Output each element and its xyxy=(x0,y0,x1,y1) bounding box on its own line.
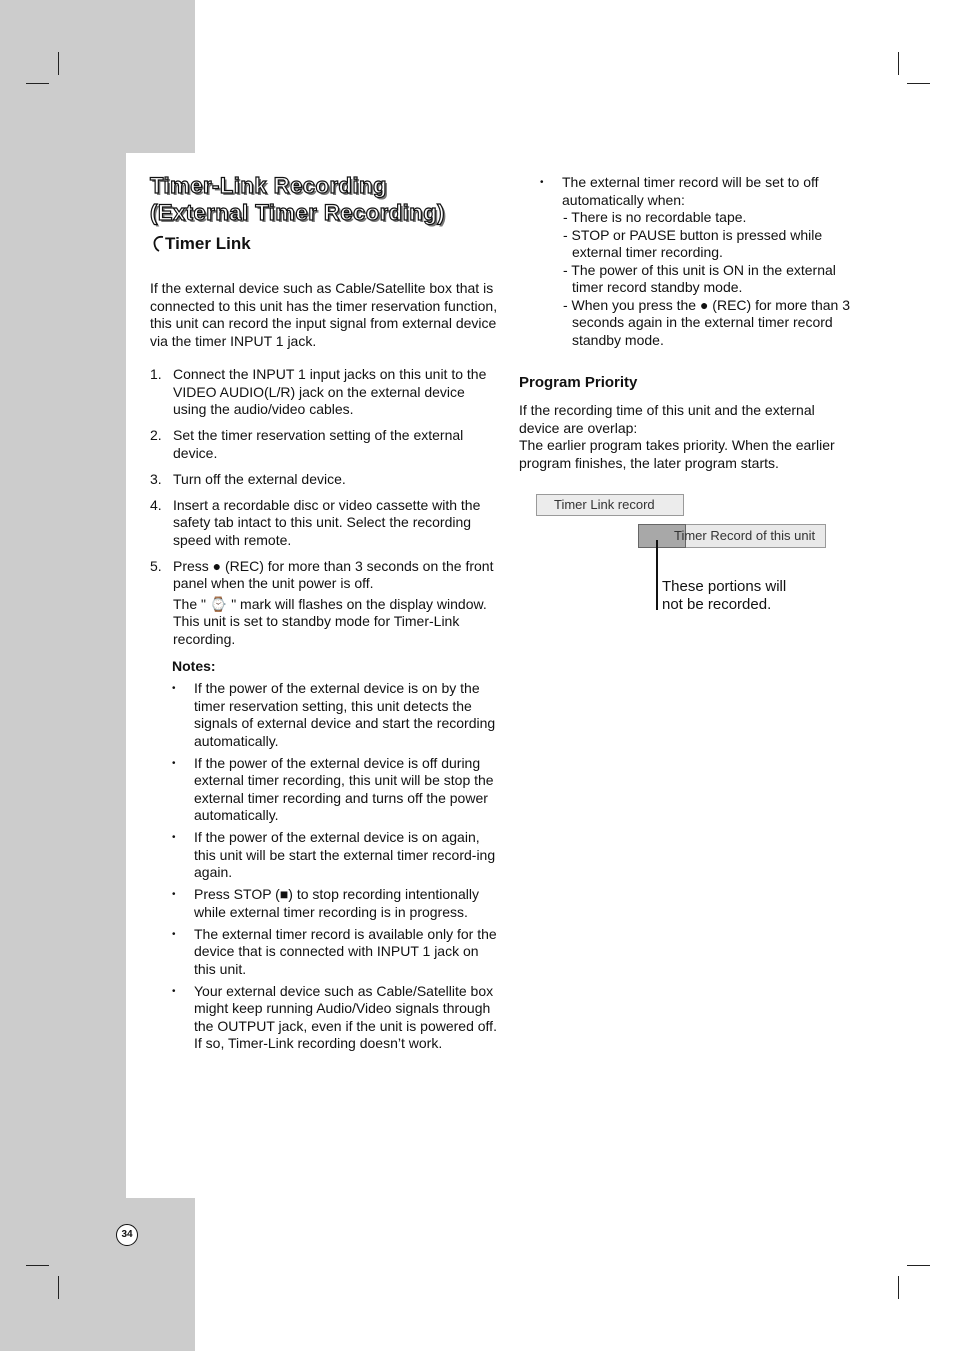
timer-record-unit-label: Timer Record of this unit xyxy=(674,528,816,543)
list-item xyxy=(540,174,860,349)
page-title xyxy=(150,172,510,226)
list-item xyxy=(150,471,498,489)
margin-band-middle xyxy=(0,153,126,1198)
bullet-icon: • xyxy=(172,928,176,940)
overlap-note xyxy=(662,578,786,613)
list-item xyxy=(150,366,498,419)
program-priority-line1: If the recording time of this unit and the external device are overlap: xyxy=(519,402,815,436)
list-item xyxy=(172,983,500,1053)
step-number: 2. xyxy=(150,427,162,443)
bullet-icon: • xyxy=(172,832,176,843)
intro-paragraph: If the external device such as Cable/Satellite box that is connected to this unit has the timer reservation function, this unit can record the input signal from external device via the timer INPUT 1 jack. xyxy=(150,280,498,349)
crop-mark xyxy=(898,52,899,75)
list-item xyxy=(172,680,500,750)
step-text: Turn off the external device. xyxy=(173,470,346,487)
page-title-line1: Timer-Link Recording xyxy=(150,173,387,198)
list-item xyxy=(172,829,500,882)
program-priority-heading: Program Priority xyxy=(519,374,638,391)
list-item xyxy=(150,497,498,550)
bullet-icon: • xyxy=(172,757,176,769)
step-number: 4. xyxy=(150,496,162,513)
page-number: 34 xyxy=(116,1224,138,1246)
step-subtext: The " ⌚ " mark will flashes on the display window. This unit is set to standby mode for Timer-Link recording. xyxy=(173,595,487,647)
list-item xyxy=(172,886,500,921)
crop-mark xyxy=(898,1276,899,1299)
crop-mark xyxy=(907,1265,930,1266)
note-text: Press STOP (■) to stop recording intentionally while external timer recording is in progress. xyxy=(194,886,479,920)
steps-list xyxy=(150,366,498,657)
step-number: 3. xyxy=(150,470,162,487)
bullet-icon: • xyxy=(172,683,176,694)
timer-link-record-bar: Timer Link record xyxy=(536,494,684,516)
list-item xyxy=(150,427,498,462)
leader-line xyxy=(656,540,658,610)
note-text: Your external device such as Cable/Satellite box might keep running Audio/Video signals through the OUTPUT jack, even if the unit is powered off. If so, Timer-Link recording doesn’t work. xyxy=(194,982,497,1051)
crop-mark xyxy=(26,1265,49,1266)
crop-mark xyxy=(907,83,930,84)
bullet-icon: • xyxy=(540,177,544,188)
auto-off-condition: - When you press the ● (REC) for more than 3 seconds again in the external timer record standby mode. xyxy=(563,296,851,348)
timer-link-logo-text: Timer Link xyxy=(165,234,251,253)
overlap-note-line2: not be recorded. xyxy=(662,595,772,613)
note-text: If the power of the external device is off during external timer recording, this unit will be stop the external timer recording and turns off the power automatically. xyxy=(194,754,494,823)
notes-heading: Notes: xyxy=(172,658,216,674)
timer-clock-icon xyxy=(153,234,165,252)
overlap-note-line1: These portions will xyxy=(662,578,787,595)
step-number: 1. xyxy=(150,366,162,382)
step-text: Insert a recordable disc or video cassette with the safety tab intact to this unit. Select the recording speed with remote. xyxy=(173,496,481,548)
bullet-icon: • xyxy=(172,889,176,900)
bullet-icon: • xyxy=(172,985,176,997)
note-text: The external timer record is available only for the device that is connected with INPUT 1 jack on this unit. xyxy=(194,925,497,977)
list-item xyxy=(150,558,498,649)
note-text: If the power of the external device is on by the timer reservation setting, this unit detects the signals of external device and start the recording automatically. xyxy=(194,680,496,749)
auto-off-condition: - The power of this unit is ON in the external timer record standby mode. xyxy=(563,261,836,295)
auto-off-list xyxy=(540,174,860,354)
step-text: Press ● (REC) for more than 3 seconds on the front panel when the unit power is off. xyxy=(173,557,494,591)
auto-off-condition: - STOP or PAUSE button is pressed while external timer recording. xyxy=(563,226,823,260)
auto-off-condition: - There is no recordable tape. xyxy=(563,209,747,225)
step-text: Set the timer reservation setting of the external device. xyxy=(173,427,464,461)
margin-band-bottom xyxy=(0,1198,195,1351)
crop-mark xyxy=(58,52,59,75)
auto-off-intro: The external timer record will be set to off automatically when: xyxy=(562,174,819,208)
program-priority-line2: The earlier program takes priority. When the earlier program finishes, the later program starts. xyxy=(519,437,835,471)
page-title-line2: (External Timer Recording) xyxy=(150,200,445,225)
timer-link-logo xyxy=(153,234,251,254)
step-text: Connect the INPUT 1 input jacks on this unit to the VIDEO AUDIO(L/R) jack on the external device using the audio/video cables. xyxy=(173,366,487,417)
list-item xyxy=(172,926,500,979)
step-number: 5. xyxy=(150,557,162,574)
margin-band-top xyxy=(0,0,195,153)
crop-mark xyxy=(58,1276,59,1299)
program-priority-text xyxy=(519,402,859,472)
list-item xyxy=(172,755,500,825)
notes-list xyxy=(172,680,500,1057)
note-text: If the power of the external device is on again, this unit will be start the external timer record-ing again. xyxy=(194,829,496,880)
crop-mark xyxy=(26,83,49,84)
